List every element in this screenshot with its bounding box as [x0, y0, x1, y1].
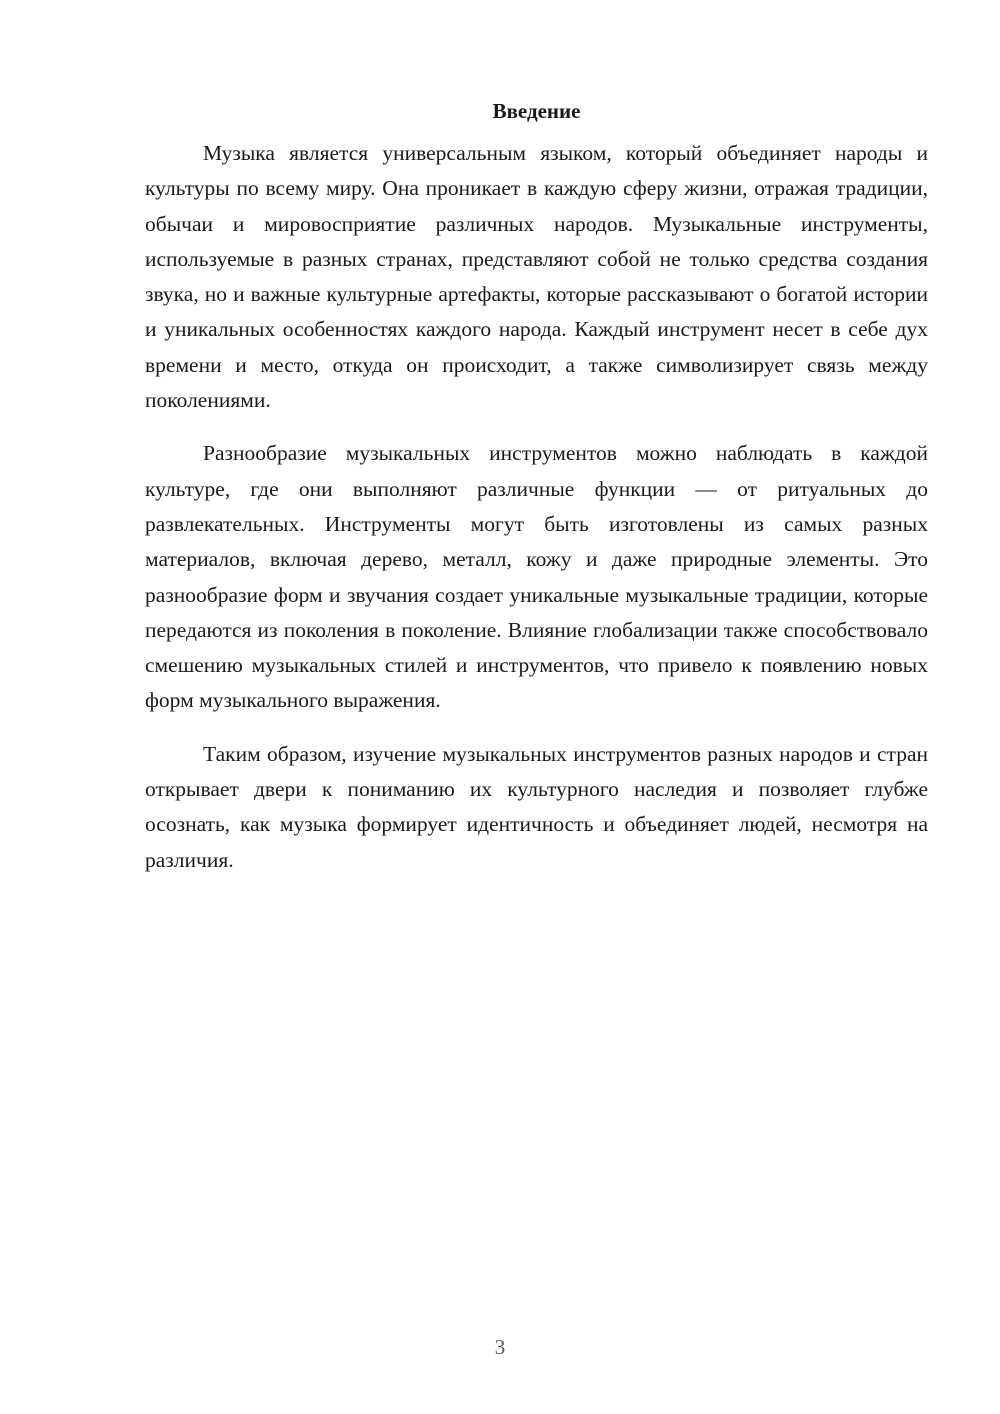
paragraph-3: Таким образом, изучение музыкальных инструментов разных народов и стран открывает двери к пониманию их культурного наследия и позволяет глубже осознать, как музыка формирует идентичность и объединяет людей, несмотря на различия. — [145, 741, 928, 872]
page-number: 3 — [494, 1335, 506, 1359]
paragraph-1: Музыка является универсальным языком, который объединяет народы и культуры по всему миру. Она проникает в каждую сферу жизни, отражая традиции, обычаи и мировосприятие различных народов. Музыкальные инструменты, используемые в разных странах, представляют собой не только средства создания звука, но и важные культурные артефакты, которые рассказывают о богатой истории и уникальных особенностях каждого народа. Каждый инструмент несет в себе дух времени и место, откуда он происходит, а также символизирует связь между поколениями. — [145, 141, 928, 413]
paragraph-2: Разнообразие музыкальных инструментов можно наблюдать в каждой культуре, где они выполняют различные функции — от ритуальных до развлекательных. Инструменты могут быть изготовлены из самых разных материалов, включая дерево, металл, кожу и даже природные элементы. Это разнообразие форм и звучания создает уникальные музыкальные традиции, которые передаются из поколения в поколение. Влияние глобализации также способствовало смешению музыкальных стилей и инструментов, что привело к появлению новых форм музыкального выражения. — [145, 441, 928, 713]
page-content — [145, 96, 928, 896]
section-heading: Введение — [492, 99, 581, 123]
